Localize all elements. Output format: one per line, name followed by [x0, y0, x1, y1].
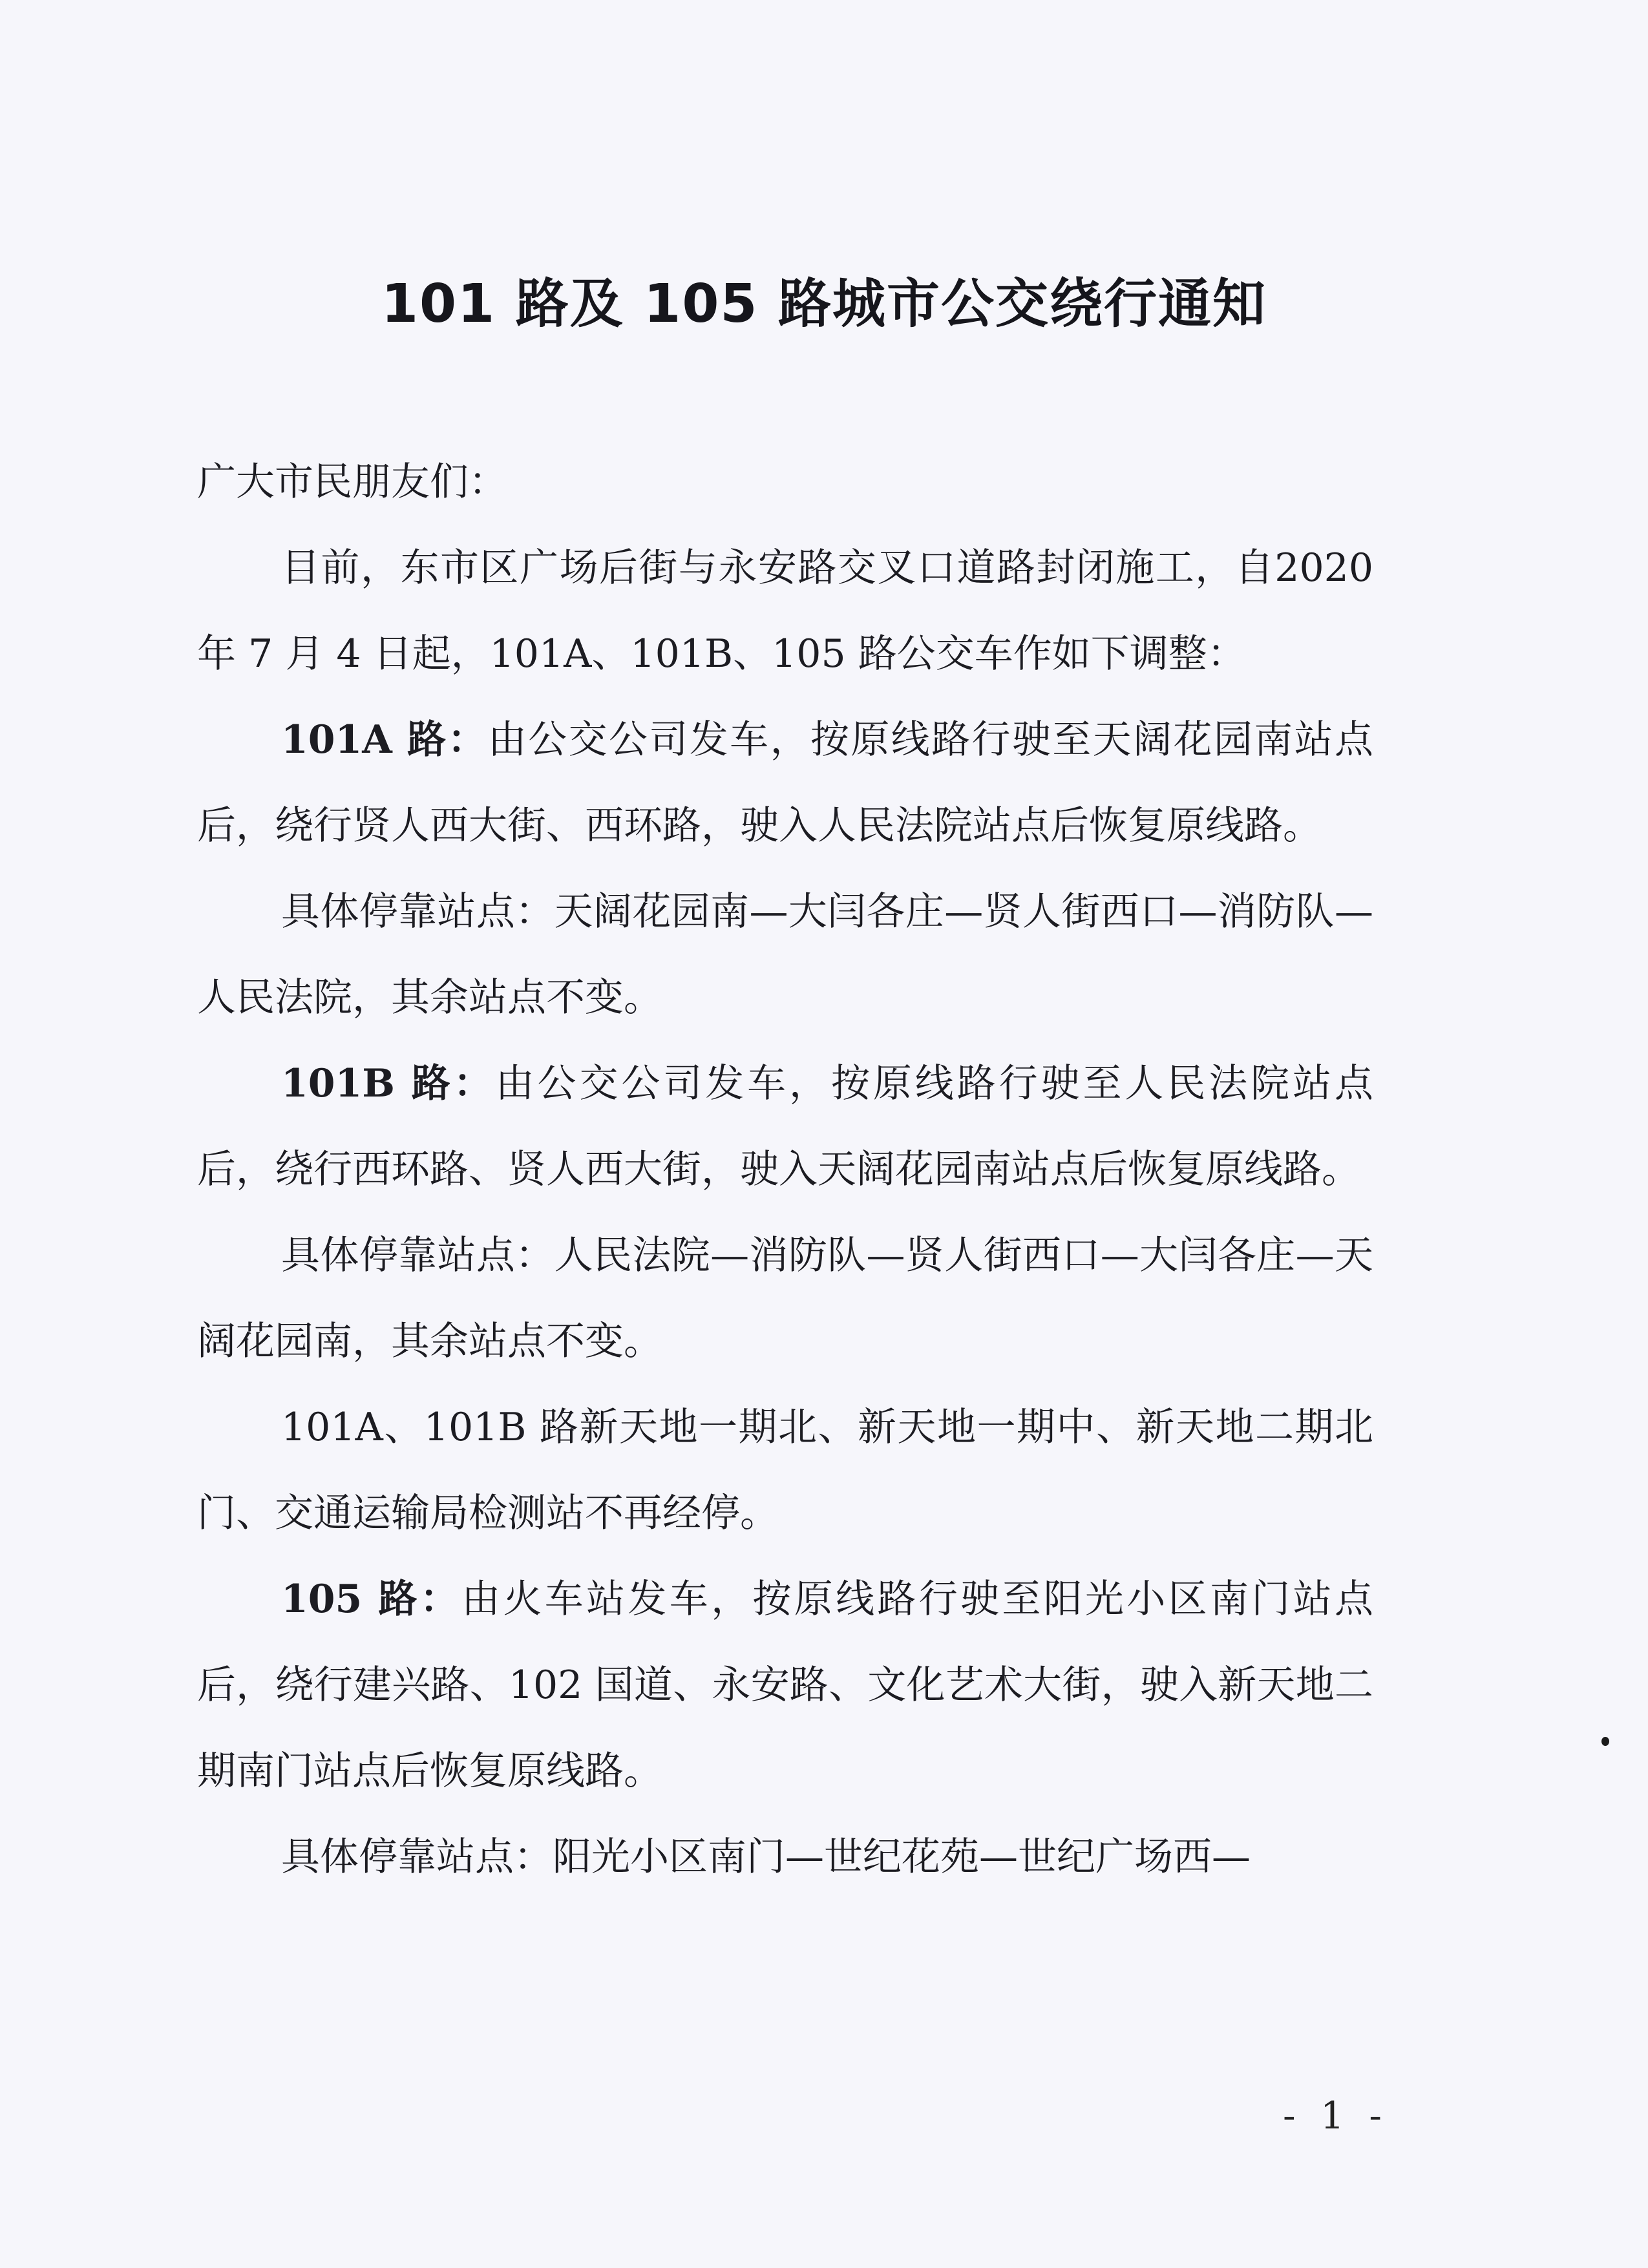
paragraph-lead: 101A 路：: [281, 717, 488, 762]
scan-speck: [1601, 1737, 1609, 1746]
paragraph-text: 具体停靠站点：天阔花园南—大闫各庄—贤人街西口—消防队—人民法院，其余站点不变。: [197, 889, 1373, 1020]
paragraph-text: 目前，东市区广场后街与永安路交叉口道路封闭施工，自2020 年 7 月 4 日起，101A、101B、105 路公交车作如下调整：: [197, 545, 1373, 677]
document-body: [197, 439, 1373, 1900]
paragraph-lead: 105 路：: [281, 1577, 462, 1622]
paragraph-101a-route: [197, 697, 1373, 869]
paragraph-101b-route: [197, 1041, 1373, 1213]
paragraph-text: 具体停靠站点：阳光小区南门—世纪花苑—世纪广场西—: [281, 1834, 1251, 1880]
paragraph-text: 由火车站发车，按原线路行驶至阳光小区南门站点后，绕行建兴路、102 国道、永安路、文化艺术大街，驶入新天地二期南门站点后恢复原线路。: [197, 1577, 1374, 1794]
paragraph-intro: [197, 525, 1373, 697]
page-number: - 1 -: [1283, 2094, 1388, 2137]
paragraph-text: 具体停靠站点：人民法院—消防队—贤人街西口—大闫各庄—天阔花园南，其余站点不变。: [197, 1233, 1373, 1364]
paragraph-105-stops: [197, 1814, 1373, 1900]
paragraph-skipped-stops: [197, 1385, 1373, 1557]
paragraph-text: 由公交公司发车，按原线路行驶至人民法院站点后，绕行西环路、贤人西大街，驶入天阔花园南站点后恢复原线路。: [197, 1061, 1373, 1192]
paragraph-105-route: [197, 1557, 1373, 1814]
document-title: 101 路及 105 路城市公交绕行通知: [381, 273, 1267, 335]
paragraph-lead: 101B 路：: [281, 1061, 496, 1106]
paragraph-101b-stops: [197, 1213, 1373, 1385]
paragraph-text: 由公交公司发车，按原线路行驶至天阔花园南站点后，绕行贤人西大街、西环路，驶入人民法院站点后恢复原线路。: [197, 717, 1374, 848]
paragraph-text: 101A、101B 路新天地一期北、新天地一期中、新天地二期北门、交通运输局检测站不再经停。: [197, 1405, 1373, 1536]
salutation: 广大市民朋友们：: [197, 459, 507, 505]
paragraph-101a-stops: [197, 869, 1373, 1041]
